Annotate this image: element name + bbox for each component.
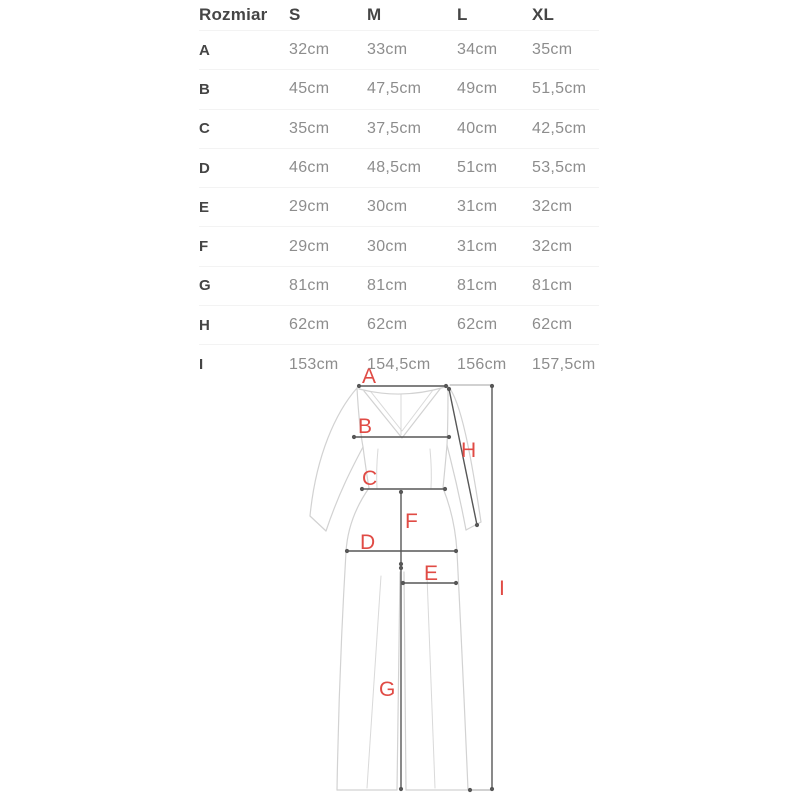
size-value-cell: 156cm <box>457 355 507 373</box>
size-value-cell: 40cm <box>457 119 498 137</box>
size-value-cell: 62cm <box>289 316 330 334</box>
size-value-cell: 62cm <box>457 316 498 334</box>
size-value-cell: 157,5cm <box>532 355 596 373</box>
measure-label-h: H <box>461 439 477 462</box>
size-value-cell: 30cm <box>367 237 408 255</box>
size-value-cell: 34cm <box>457 41 498 59</box>
size-value-cell: 62cm <box>367 316 408 334</box>
size-value-cell: 45cm <box>289 80 330 98</box>
size-value-cell: 81cm <box>532 276 573 294</box>
size-value-cell: 51cm <box>457 159 498 177</box>
size-value-cell: 51,5cm <box>532 80 587 98</box>
measure-letter-cell: H <box>199 316 210 334</box>
size-value-cell: 31cm <box>457 198 498 216</box>
size-value-cell: 35cm <box>289 119 330 137</box>
size-value-cell: 49cm <box>457 80 498 98</box>
measure-label-e: E <box>424 562 439 585</box>
size-value-cell: 37,5cm <box>367 119 422 137</box>
size-value-cell: 153cm <box>289 355 339 373</box>
measure-letter-cell: D <box>199 159 210 177</box>
measure-letter-labels <box>358 365 505 701</box>
size-value-cell: 154,5cm <box>367 355 431 373</box>
measure-letter-cell: I <box>199 356 204 374</box>
size-value-cell: 29cm <box>289 237 330 255</box>
size-value-cell: 47,5cm <box>367 80 422 98</box>
measure-letter-cell: F <box>199 238 209 256</box>
size-value-cell: 48,5cm <box>367 159 422 177</box>
size-value-cell: 32cm <box>532 237 573 255</box>
size-value-cell: 32cm <box>532 198 573 216</box>
size-value-cell: 31cm <box>457 237 498 255</box>
size-value-cell: 81cm <box>457 276 498 294</box>
measure-letter-cell: A <box>199 41 210 59</box>
measure-label-i: I <box>499 577 505 600</box>
size-value-cell: 35cm <box>532 41 573 59</box>
measure-label-g: G <box>379 678 396 701</box>
size-value-cell: 29cm <box>289 198 330 216</box>
column-header-xl: XL <box>532 5 555 24</box>
garment-outline <box>310 386 481 790</box>
measure-label-b: B <box>358 415 373 438</box>
measure-letter-cell: G <box>199 277 211 295</box>
size-value-cell: 81cm <box>289 276 330 294</box>
measure-letter-cell: C <box>199 120 210 138</box>
column-header-m: M <box>367 5 382 24</box>
size-value-cell: 32cm <box>289 41 330 59</box>
measure-label-c: C <box>362 467 378 490</box>
measure-letter-cell: E <box>199 198 210 216</box>
measure-label-f: F <box>405 510 418 533</box>
size-value-cell: 42,5cm <box>532 119 587 137</box>
size-value-cell: 30cm <box>367 198 408 216</box>
measure-letter-cell: B <box>199 80 210 98</box>
column-header-s: S <box>289 5 301 24</box>
size-value-cell: 81cm <box>367 276 408 294</box>
measure-label-a: A <box>362 365 377 388</box>
measure-label-d: D <box>360 531 376 554</box>
size-value-cell: 62cm <box>532 316 573 334</box>
column-header-rozmiar: Rozmiar <box>199 5 268 24</box>
column-header-l: L <box>457 5 468 24</box>
size-value-cell: 46cm <box>289 159 330 177</box>
size-value-cell: 33cm <box>367 41 408 59</box>
size-value-cell: 53,5cm <box>532 159 587 177</box>
